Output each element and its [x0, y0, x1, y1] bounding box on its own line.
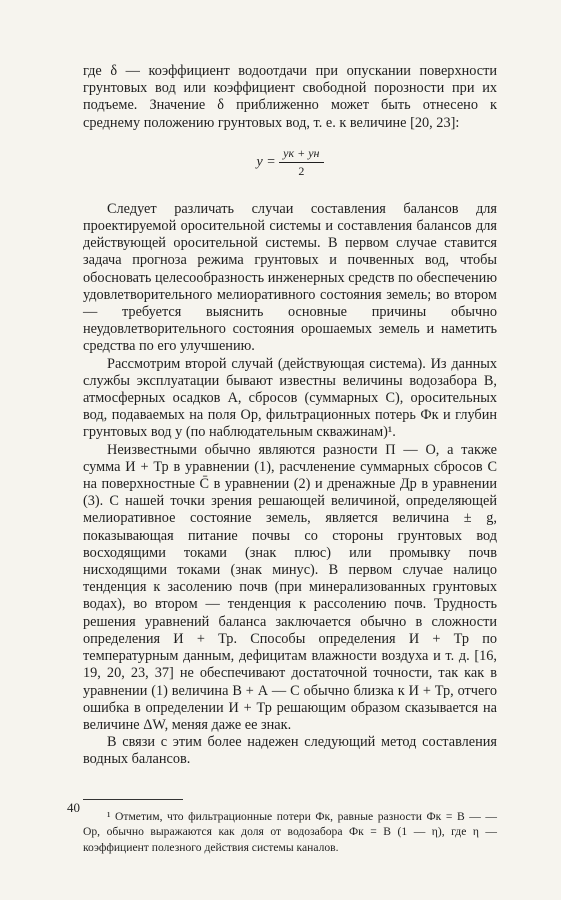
paragraph-intro: где δ — коэффициент водоотдачи при опускании поверхности грунтовых вод или коэффициент свободной порозности при их подъеме. Значение δ приближенно может быть отнесено к среднему положению грунтовых вод, т. е. к величине [20, 23]:: [83, 63, 497, 131]
formula-numerator: yк + yн: [279, 146, 323, 163]
formula-fraction: [279, 146, 323, 179]
formula-denominator: 2: [298, 163, 305, 178]
paragraph-second-case: Рассмотрим второй случай (действующая система). Из данных службы эксплуатации бывают известны величины водозабора В, атмосферных осадков А, сбросов (суммарных С), оросительных вод, подаваемых на поля Ор, фильтрационных потерь Фк и глубин грунтовых вод у (по наблюдательным скважинам)¹.: [83, 355, 497, 441]
paragraph-method: В связи с этим более надежен следующий метод составления водных балансов.: [83, 734, 497, 768]
paragraph-balance-cases: Следует различать случаи составления балансов для проектируемой оросительной системы и составления балансов для действующей оросительной системы. В первом случае ставится задача прогноза режима грунтовых и почвенных вод, чтобы обосновать целесообразность инженерных средств по обеспечению удовлетворительного мелиоративного состояния земель; во втором — требуется выяснить основные причины обычно неудовлетворительного состояния орошаемых земель и наметить средства по его улучшению.: [83, 200, 497, 355]
footnote-text: ¹ Отметим, что фильтрационные потери Фк, равные разности Фк = В — — Ор, обычно выражаются как доля от водозабора Фк = В (1 — η), где η — коэффициент полезного действия системы каналов.: [83, 809, 497, 854]
formula-lhs: y =: [256, 154, 276, 170]
formula-mean-groundwater: [83, 146, 497, 179]
paragraph-unknowns: Неизвестными обычно являются разности П — О, а также сумма И + Тр в уравнении (1), расчленение суммарных сбросов С на поверхностные C̄ в уравнении (2) и дренажные Др в уравнении (3). С нашей точки зрения решающей величиной, определяющей мелиоративное состояние земель, является величина ± g, показывающая питание почвы со стороны грунтовых вод восходящими токами (знак плюс) или промывку почв нисходящими токами (знак минус). В первом случае налицо тенденция к засолению почв (при минерализованных грунтовых водах), во втором — тенденция к рассолению почв. Трудность решения уравнений баланса заключается обычно в сложности определения И + Тр. Способы определения И + Тр по температурным данным, дефицитам влажности воздуха и т. д. [16, 19, 20, 23, 37] не обеспечивают достаточной точности, так как в уравнении (1) величина В + А — С обычно близка к И + Тр, отчего ошибка в определении И + Тр решающим образом сказывается на величине ΔW, меняя даже ее знак.: [83, 441, 497, 733]
page-number: 40: [67, 800, 80, 815]
footnote: [83, 809, 497, 856]
footnote-divider: [83, 799, 183, 800]
